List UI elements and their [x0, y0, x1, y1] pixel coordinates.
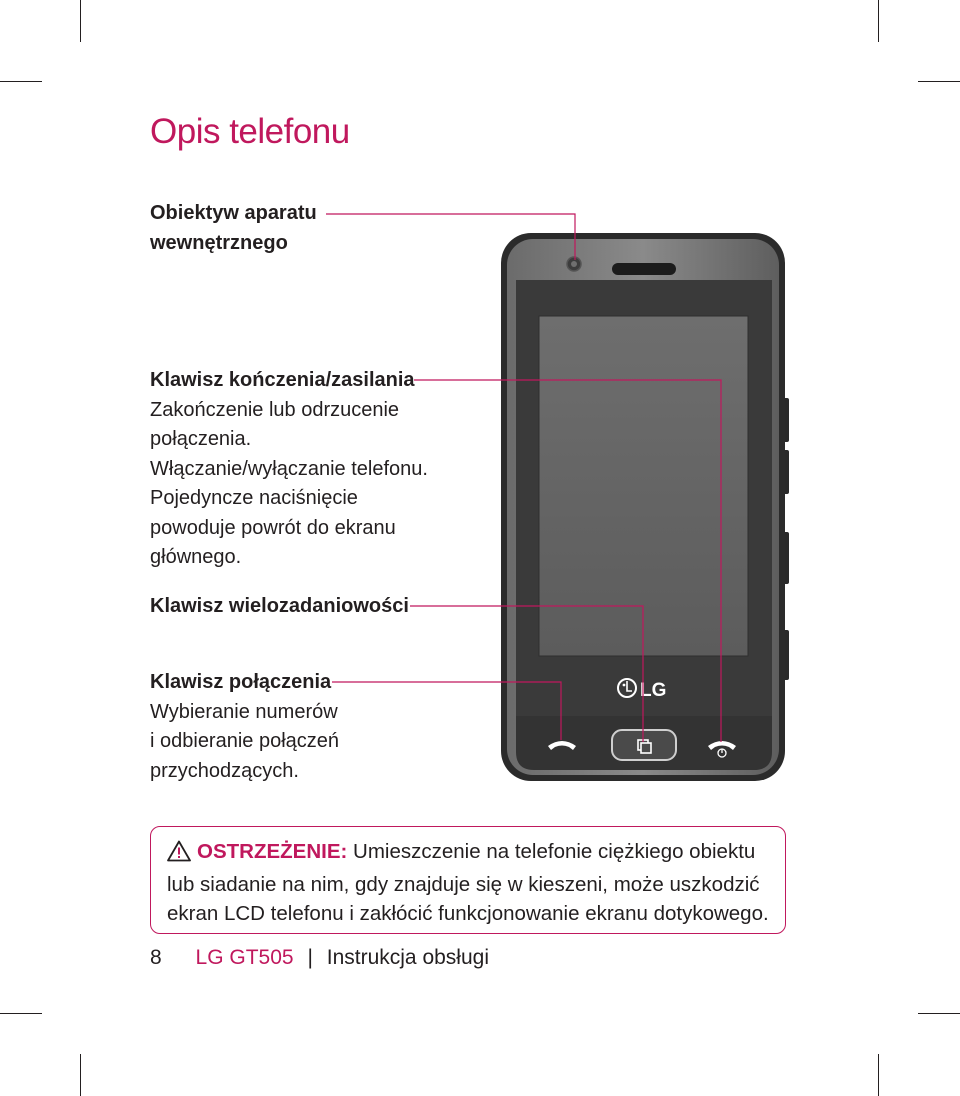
label-multitask-key: [150, 592, 409, 622]
label-front-camera-line1: Obiektyw aparatu: [150, 202, 317, 224]
earpiece-speaker: [612, 263, 676, 275]
label-power-key: [150, 366, 428, 573]
label-power-key-desc: powoduje powrót do ekranu: [150, 516, 396, 539]
page-footer: [150, 946, 489, 970]
warning-box: [150, 826, 786, 934]
warning-text: [167, 837, 775, 928]
label-call-key-desc: Wybieranie numerów: [150, 700, 338, 723]
label-call-key: [150, 668, 339, 786]
brand-text: LG: [640, 680, 667, 701]
label-front-camera: [150, 199, 317, 258]
label-call-key-desc: i odbieranie połączeń: [150, 730, 340, 752]
label-call-key-desc: przychodzących.: [150, 759, 299, 782]
label-power-key-desc: głównego.: [150, 546, 242, 568]
page-title: Opis telefonu: [150, 112, 350, 151]
label-power-key-desc: Pojedyncze naciśnięcie: [150, 487, 358, 509]
label-multitask-key-heading: Klawisz wielozadaniowości: [150, 595, 409, 617]
label-power-key-desc: połączenia.: [150, 428, 252, 450]
label-power-key-desc: Zakończenie lub odrzucenie: [150, 398, 400, 421]
warning-heading: OSTRZEŻENIE:: [197, 840, 348, 863]
warning-line: Umieszczenie na telefonie ciężkiego obiektu: [347, 840, 756, 863]
warning-line: ekran LCD telefonu i zakłócić funkcjonowanie ekranu dotykowego.: [167, 902, 769, 925]
footer-doc-title: Instrukcja obsługi: [326, 946, 489, 969]
warning-triangle-icon: [167, 840, 191, 870]
footer-model: LG GT505: [195, 946, 294, 969]
page-number: 8: [150, 946, 162, 969]
label-power-key-desc: Włączanie/wyłączanie telefonu.: [150, 457, 428, 480]
label-call-key-heading: Klawisz połączenia: [150, 671, 332, 693]
label-power-key-heading: Klawisz kończenia/zasilania: [150, 369, 415, 391]
phone-screen: [539, 316, 748, 656]
warning-line: lub siadanie na nim, gdy znajduje się w kieszeni, może uszkodzić: [167, 873, 760, 896]
footer-separator: |: [307, 946, 313, 969]
label-front-camera-line2: wewnętrznego: [150, 231, 288, 254]
